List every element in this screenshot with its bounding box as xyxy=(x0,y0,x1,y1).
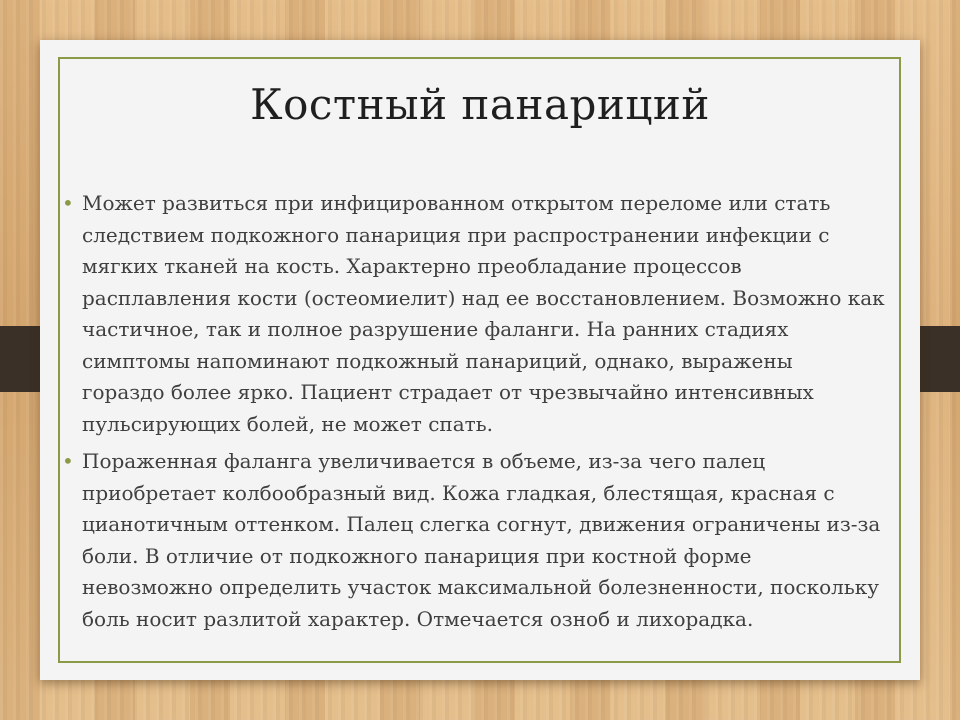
slide-title: Костный панариций xyxy=(250,80,710,129)
bullet-glyph: • xyxy=(62,449,74,473)
bullet-2-line-5: невозможно определить участок максимальной болезненности, поскольку xyxy=(82,575,880,599)
bullet-1-line-4: расплавления кости (остеомиелит) над ее восстановлением. Возможно как xyxy=(82,285,885,310)
bullet-2-line-1: Пораженная фаланга увеличивается в объеме, из-за чего палец xyxy=(82,449,766,473)
bullet-2-line-2: приобретает колбообразный вид. Кожа гладкая, блестящая, красная с xyxy=(82,480,835,505)
bullet-item-1 xyxy=(60,188,908,440)
bullet-1-line-8: пульсирующих болей, не может спать. xyxy=(82,411,493,436)
bullet-2-line-4: боли. В отличие от подкожного панариция при костной форме xyxy=(82,543,752,568)
bullet-1-line-5: частичное, так и полное разрушение фаланги. На ранних стадиях xyxy=(82,317,789,341)
bullet-1-line-2: следствием подкожного панариция при распространении инфекции с xyxy=(82,222,830,247)
bullet-1-line-7: гораздо более ярко. Пациент страдает от чрезвычайно интенсивных xyxy=(82,380,814,404)
bullet-1-line-6: симптомы напоминают подкожный панариций, однако, выражены xyxy=(82,348,793,373)
bullet-1-line-1: Может развиться при инфицированном открытом переломе или стать xyxy=(82,191,831,215)
bullet-2-line-6: боль носит разлитой характер. Отмечается озноб и лихорадка. xyxy=(82,606,754,631)
slide-body xyxy=(60,188,908,641)
bullet-item-2 xyxy=(60,446,908,635)
bullet-glyph: • xyxy=(62,191,74,215)
bullet-2-line-3: цианотичным оттенком. Палец слегка согнут, движения ограничены из-за xyxy=(82,512,881,536)
bullet-1-line-3: мягких тканей на кость. Характерно преобладание процессов xyxy=(82,254,742,278)
